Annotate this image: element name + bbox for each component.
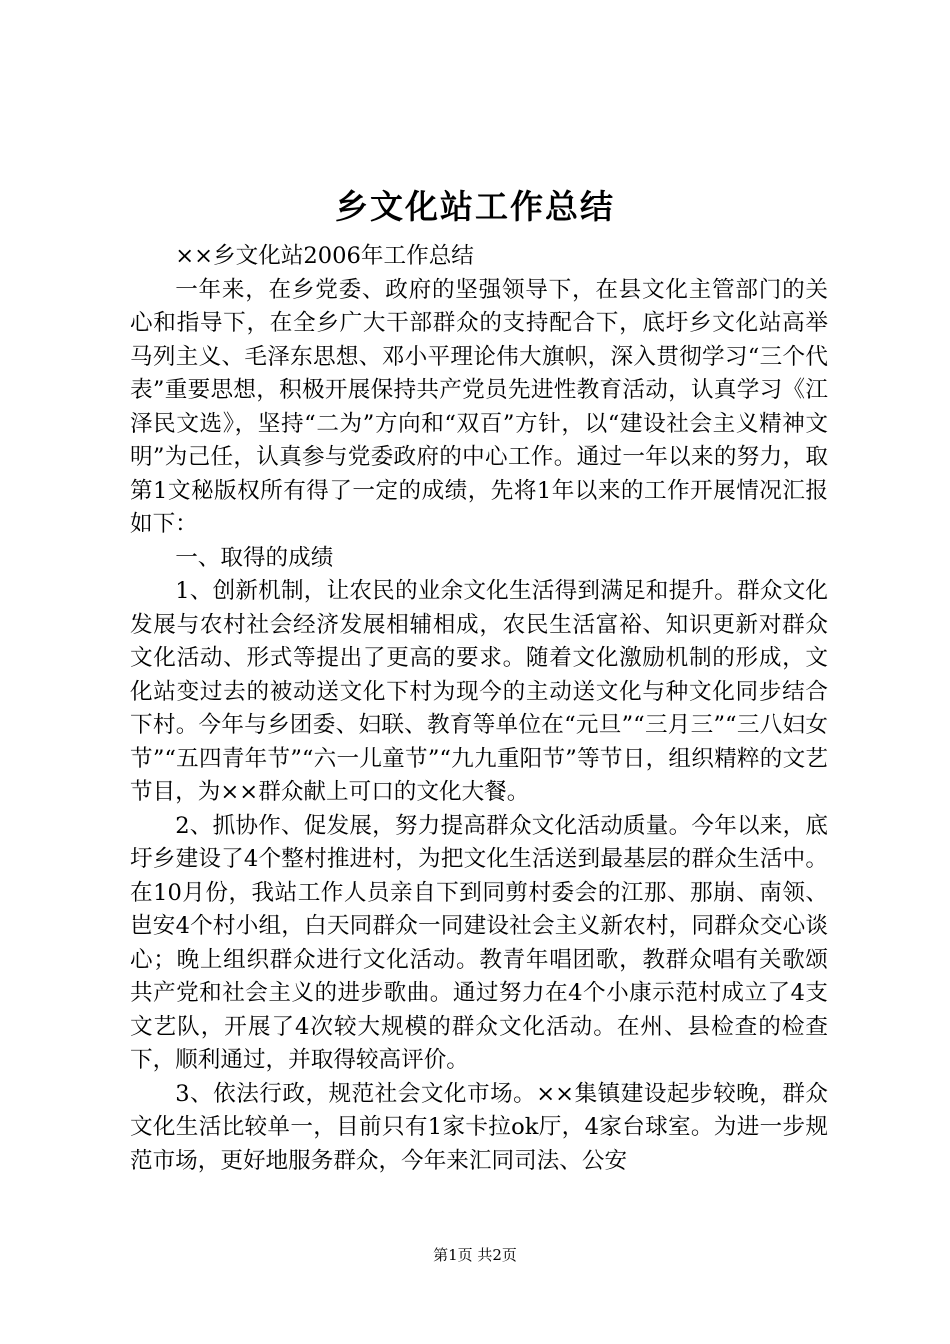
- body-paragraph: 1、创新机制，让农民的业余文化生活得到满足和提升。群众文化发展与农村社会经济发展相辅相成，农民生活富裕、知识更新对群众文化活动、形式等提出了更高的要求。随着文化激励机制的形成，文化站变过去的被动送文化下村为现今的主动送文化与种文化同步结合下村。今年与乡团委、妇联、教育等单位在“元旦”“三月三”“三八妇女节”“五四青年节”“六一儿童节”“九九重阳节”等节日，组织精粹的文艺节目，为××群众献上可口的文化大餐。: [130, 578, 828, 805]
- section-heading: 一、取得的成绩: [175, 544, 334, 571]
- body-paragraph: 2、抓协作、促发展，努力提高群众文化活动质量。今年以来，底圩乡建设了4个整村推进村，为把文化生活送到最基层的群众生活中。在10月份，我站工作人员亲自下到同剪村委会的江那、那崩、南领、岜安4个村小组，白天同群众一同建设社会主义新农村，同群众交心谈心；晚上组织群众进行文化活动。教青年唱团歌，教群众唱有关歌颂共产党和社会主义的进步歌曲。通过努力在4个小康示范村成立了4支文艺队，开展了4次较大规模的群众文化活动。在州、县检查的检查下，顺利通过，并取得较高评价。: [130, 812, 828, 1073]
- body-paragraph: 3、依法行政，规范社会文化市场。××集镇建设起步较晚，群众文化生活比较单一，目前只有1家卡拉ok厅，4家台球室。为进一步规范市场，更好地服务群众，今年来汇同司法、公安: [130, 1080, 828, 1174]
- page-number-footer: 第1页 共2页: [433, 1246, 517, 1264]
- document-title: 乡文化站工作总结: [335, 187, 615, 226]
- intro-paragraph: 一年来，在乡党委、政府的坚强领导下，在县文化主管部门的关心和指导下，在全乡广大干部群众的支持配合下，底圩乡文化站高举马列主义、毛泽东思想、邓小平理论伟大旗帜，深入贯彻学习“三个代表”重要思想，积极开展保持共产党员先进性教育活动，认真学习《江泽民文选》，坚持“二为”方向和“双百”方针，以“建设社会主义精神文明”为己任，认真参与党委政府的中心工作。通过一年以来的努力，取第1文秘版权所有得了一定的成绩，先将1年以来的工作开展情况汇报如下：: [130, 276, 828, 537]
- subtitle-paragraph: ××乡文化站2006年工作总结: [175, 243, 474, 269]
- document-body: [130, 240, 828, 1178]
